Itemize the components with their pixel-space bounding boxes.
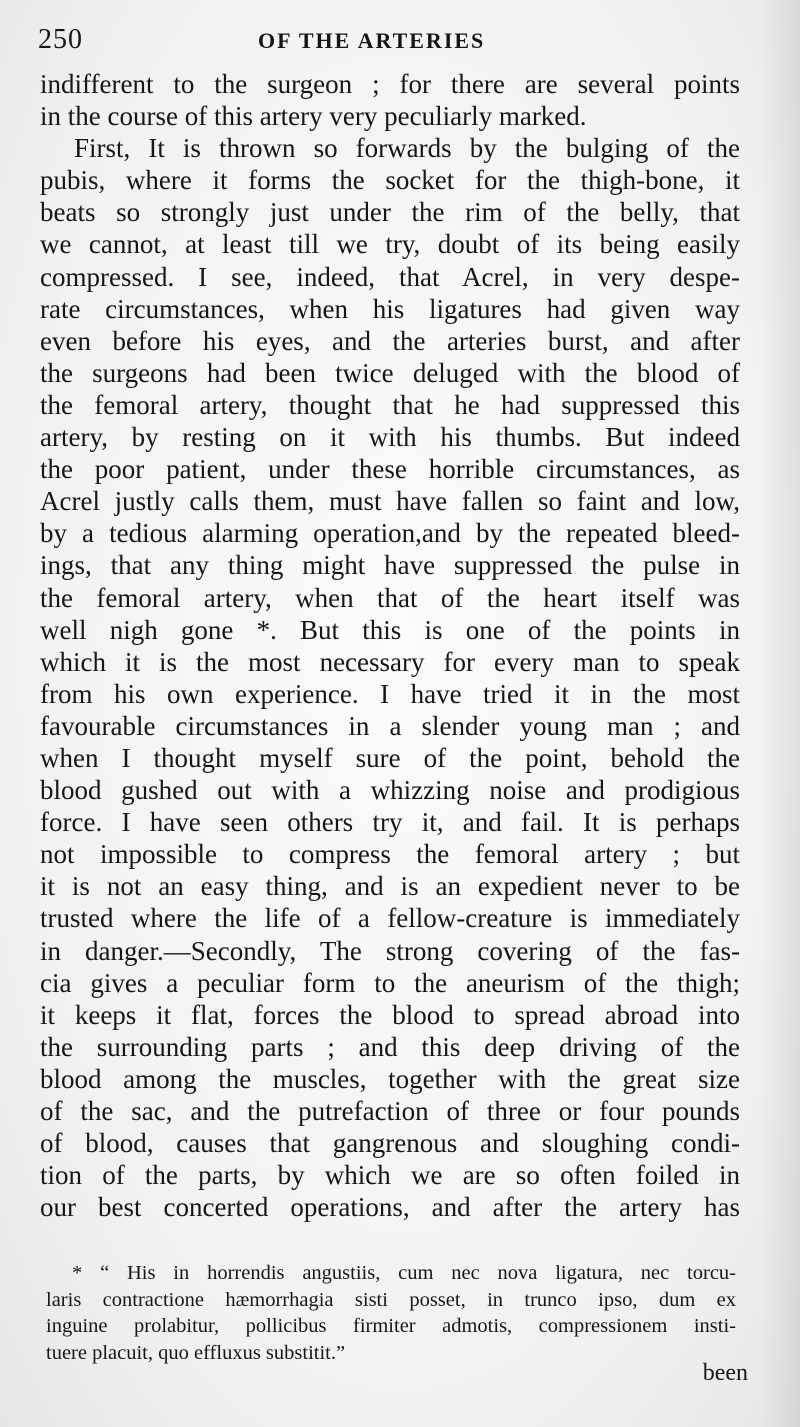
text-line: the poor patient, under these horrible circumstances, as bbox=[40, 454, 740, 485]
footnote-line: * “ His in horrendis angustiis, cum nec nova ligatura, nec torcu- bbox=[72, 1262, 736, 1284]
text-line: it keeps it flat, forces the blood to spread abroad into bbox=[40, 999, 740, 1030]
text-line: ings, that any thing might have suppressed the pulse in bbox=[40, 550, 740, 581]
text-line: trusted where the life of a fellow-creature is immediately bbox=[40, 903, 740, 934]
text-line: which it is the most necessary for every man to speak bbox=[40, 646, 740, 677]
text-line: pubis, where it forms the socket for the thigh-bone, it bbox=[40, 165, 740, 196]
text-line: compressed. I see, indeed, that Acrel, in very despe- bbox=[40, 261, 740, 292]
text-line: even before his eyes, and the arteries burst, and after bbox=[40, 325, 740, 356]
text-line: blood gushed out with a whizzing noise and prodigious bbox=[40, 775, 740, 806]
text-line: Acrel justly calls them, must have fallen so faint and low, bbox=[40, 486, 740, 517]
page-header bbox=[38, 22, 738, 62]
text-line: indifferent to the surgeon ; for there are several points bbox=[40, 69, 740, 99]
text-line: well nigh gone *. But this is one of the points in bbox=[40, 614, 740, 645]
footnote-line: laris contractione hæmorrhagia sisti posset, in trunco ipso, dum ex bbox=[46, 1288, 736, 1311]
page-number: 250 bbox=[38, 24, 83, 55]
page-edge-shadow bbox=[760, 0, 800, 1427]
text-line: the surrounding parts ; and this deep driving of the bbox=[40, 1031, 740, 1062]
text-line: force. I have seen others try it, and fail. It is perhaps bbox=[40, 807, 740, 838]
catchword: been bbox=[702, 1360, 748, 1386]
text-line: beats so strongly just under the rim of the belly, that bbox=[40, 197, 740, 228]
text-line: in the course of this artery very peculiarly marked. bbox=[40, 101, 587, 132]
footnote-line: tuere placuit, quo effluxus substitit.” bbox=[46, 1341, 346, 1364]
text-line: the surgeons had been twice deluged with the blood of bbox=[40, 357, 740, 388]
text-line: in danger.—Secondly, The strong covering of the fas- bbox=[40, 935, 740, 966]
text-line: our best concerted operations, and after the artery has bbox=[40, 1192, 740, 1223]
text-line: cia gives a peculiar form to the aneurism of the thigh; bbox=[40, 967, 740, 998]
text-line: of blood, causes that gangrenous and sloughing condi- bbox=[40, 1128, 740, 1159]
text-line: of the sac, and the putrefaction of three or four pounds bbox=[40, 1096, 740, 1126]
text-line: by a tedious alarming operation,and by the repeated bleed- bbox=[40, 518, 740, 549]
text-line: favourable circumstances in a slender young man ; and bbox=[40, 710, 740, 741]
text-line: artery, by resting on it with his thumbs. But indeed bbox=[40, 422, 740, 453]
text-line: the femoral artery, thought that he had suppressed this bbox=[40, 389, 740, 420]
body-text bbox=[40, 68, 740, 1223]
footnote bbox=[46, 1260, 736, 1366]
text-line: rate circumstances, when his ligatures had given way bbox=[40, 293, 740, 324]
text-line: we cannot, at least till we try, doubt of its being easily bbox=[40, 229, 740, 260]
text-line: blood among the muscles, together with the great size bbox=[40, 1063, 740, 1094]
footnote-line: inguine prolabitur, pollicibus firmiter admotis, compressionem insti- bbox=[46, 1315, 736, 1337]
text-line: not impossible to compress the femoral artery ; but bbox=[40, 839, 740, 870]
text-line: from his own experience. I have tried it in the most bbox=[40, 678, 740, 709]
text-line: First, It is thrown so forwards by the bulging of the bbox=[74, 133, 740, 164]
text-line: when I thought myself sure of the point, behold the bbox=[40, 742, 740, 773]
text-line: the femoral artery, when that of the heart itself was bbox=[40, 582, 740, 613]
text-line: it is not an easy thing, and is an expedient never to be bbox=[40, 871, 740, 902]
running-head: OF THE ARTERIES bbox=[258, 28, 486, 53]
text-line: tion of the parts, by which we are so often foiled in bbox=[40, 1160, 740, 1191]
